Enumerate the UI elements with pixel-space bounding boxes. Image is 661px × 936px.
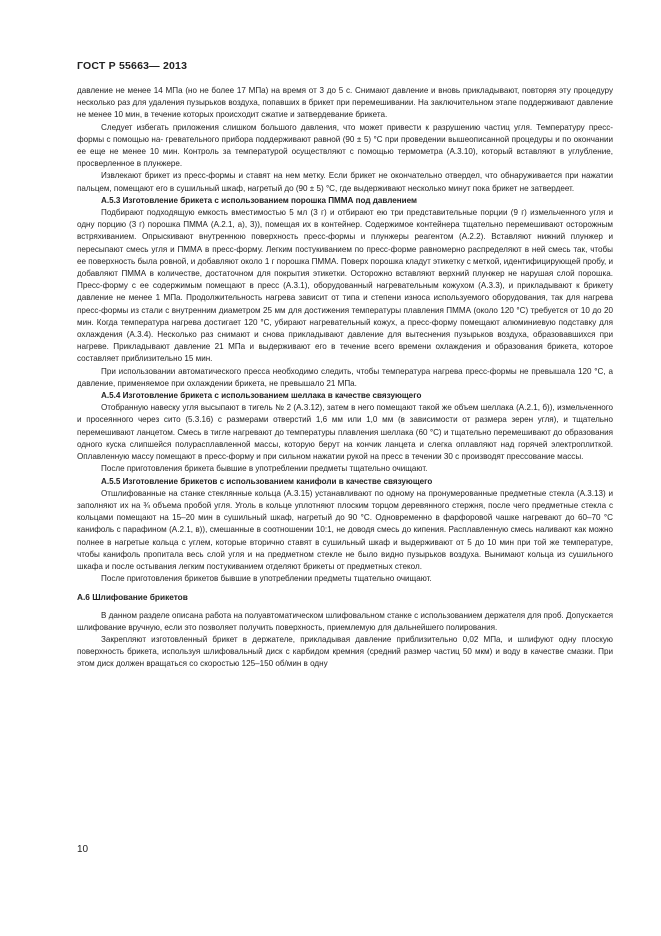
- paragraph: Извлекают брикет из пресс-формы и ставят на нем метку. Если брикет не окончательно отвердел, что обнаруживается при нажатии пальцем, помещают его в сушильный шкаф, нагретый до (90 ± 5) °С, где выдерживают несколько минут пока брикет не затвердеет.: [77, 171, 613, 193]
- paragraph: Отшлифованные на станке стеклянные кольца (А.3.15) устанавливают по одному на пронумерованные предметные стекла (А.3.13) и заполняют их на ¾ объема пробой угля. Уголь в кольце уплотняют плоским торцом деревянного стержня, после чего предметные стекла с кольцами помещают на 15–20 мин в сушильный шкаф, нагретый до 90 °С. Одновременно в фарфоровой чашке нагревают до 60–70 °С канифоль с парафином (А.2.1, в)), смешанные в соотношении 10:1, не доводя смесь до кипения. Расплавленную смесь наливают как можно полнее в нагретые кольца с углем, которые вторично ставят в сушильный шкаф и выдерживают от 5 до 10 мин при той же температуре, чтобы канифоль пропитала весь слой угля и на предметном стекле не было видно пузырьков воздуха. Вынимают кольца из сушильного шкафа и после остывания легким постукиванием отделяют брикеты от предметных стекол.: [77, 488, 613, 571]
- section-heading-a-5-5: А.5.5 Изготовление брикетов с использованием канифоли в качестве связующего: [101, 476, 433, 486]
- paragraph: Следует избегать приложения слишком большого давления, что может привести к разрушению частиц угля. Температуру пресс-формы с помощью на- гревательного прибора поддерживают равной (90 ± 5) °С при проведении вышеописанной процедуры и по окончании ее еще не менее 10 мин. Контроль за температурой осуществляют с помощью термометра (А.3.10), который вставляют в углубление, просверленное в плунжере.: [77, 122, 613, 169]
- document-body: [77, 85, 613, 671]
- section-heading-a-5-4: А.5.4 Изготовление брикета с использованием шеллака в качестве связующего: [101, 391, 422, 401]
- paragraph: После приготовления брикетов бывшие в употреблении предметы тщательно очищают.: [101, 574, 432, 584]
- paragraph: Закрепляют изготовленный брикет в держателе, прикладывая давление приблизительно 0,02 МПа, и шлифуют одну плоскую поверхность брикета, используя шлифовальный диск с карбидом кремния (средний размер частиц 50 мкм) и воду в качестве смазки. При этом диск должен вращаться со скоростью 125–150 об/мин в одну: [77, 634, 613, 669]
- document-header: ГОСТ Р 55663— 2013: [77, 60, 188, 72]
- paragraph: При использовании автоматического пресса необходимо следить, чтобы температура нагрева пресс-формы не превышала 120 °С, а давление, применяемое при охлаждении брикета, не превышало 21 МПа.: [77, 366, 613, 388]
- paragraph: Подбирают подходящую емкость вместимостью 5 мл (3 г) и отбирают ею три представительные порции (9 г) измельченного угля и одну порцию (3 г) порошка ПММА (А.2.1, а), 3)), помещая их в контейнер. Содержимое контейнера тщательно перемешивают осторожным встряхиванием. Опрыскивают внутреннюю поверхность пресс-формы и плунжеры реагентом (А.2.2). Вставляют нижний плунжер и пересыпают смесь угля и ПММА в пресс-форму. Легким постукиванием по пресс-форме равномерно распределяют в ней смесь так, чтобы ее поверхность была ровной, и добавляют около 1 г порошка ПММА. Поверх порошка кладут этикетку с меткой, идентифицирующей пробу, и добавляют ПММА в количестве, достаточном для покрытия этикетки. Осторожно вставляют верхний плунжер не нарушая слой порошка. Пресс-форму с ее содержимым помещают в пресс (А.3.1), оборудованный нагревательным кожухом (А.3.3), и прикладывают к брикету давление не менее 1 МПа. Продолжительность нагрева зависит от типа и степени износа используемого оборудования, так для нагрева пресс-формы из стали с внутренним диаметром 25 мм для достижения температуры плавления ПММА (около 120 °С) требуется от 10 до 20 мин. Когда температура нагрева достигает 120 °С, убирают нагревательный кожух, а пресс-форму помещают алюминиевую подставку для охлаждения (А.3.4). Несколько раз снимают и снова прикладывают давление для вытеснения пузырьков воздуха, образовавшихся при нагреве. Прикладывают давление 21 МПа и выдерживают его в течение всего времени охлаждения и образования брикета, которое составляет приблизительно 15 мин.: [77, 208, 613, 364]
- section-heading-a-6: А.6 Шлифование брикетов: [77, 592, 188, 603]
- paragraph: Отобранную навеску угля высыпают в тигель № 2 (А.3.12), затем в него помещают такой же объем шеллака (А.2.1, б)), измельченного и просеянного через сито (5.3.16) с размерами отверстий 1,6 мм или 1,0 мм (в зависимости от размера зерен угля), и тщательно перемешивают ланцетом. Смесь в тигле нагревают до температуры плавления шеллака (60 °С) и тщательно перемешивают до образования одного куска слипшейся полурасплавленной массы, которую берут на кончик ланцета и слегка оплавляют над горячей электроплиткой. Оплавленную массу помещают в пресс-форму и при сильном нажатии рукой на пресс в течении 30 с производят прессование массы.: [77, 403, 613, 462]
- section-heading-a-5-3: А.5.3 Изготовление брикета с использованием порошка ПММА под давлением: [101, 195, 418, 205]
- paragraph: давление не менее 14 МПа (но не более 17 МПа) на время от 3 до 5 с. Снимают давление и вновь прикладывают, повторяя эту процедуру несколько раз для удаления пузырьков воздуха, попавших в брикет при перемешивании. На заключительном этапе поддерживают давление не менее 10 мин, в течение которых происходит сжатие и затвердевание брикета.: [77, 86, 613, 120]
- page-number: 10: [77, 844, 89, 855]
- paragraph: В данном разделе описана работа на полуавтоматическом шлифовальном станке с использованием держателя для проб. Допускается шлифование вручную, если это позволяет получить поверхность, приемлемую для дальнейшего полирования.: [77, 610, 613, 632]
- paragraph: После приготовления брикета бывшие в употреблении предметы тщательно очищают.: [101, 464, 428, 474]
